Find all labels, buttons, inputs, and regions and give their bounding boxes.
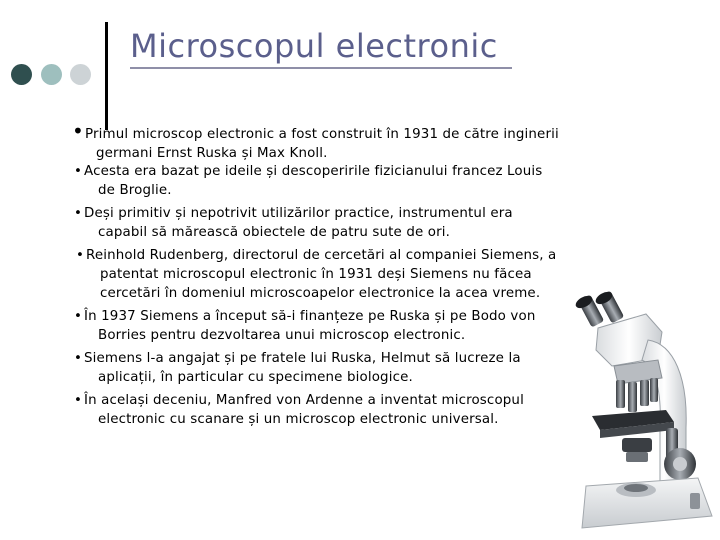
bullet-item xyxy=(72,119,632,163)
bullet-text: cercetări în domeniul microscoapelor electronice la acea vreme. xyxy=(100,286,541,301)
bullet-text: electronic cu scanare și un microscop electronic universal. xyxy=(98,412,499,427)
bullet-marker: • xyxy=(74,164,83,179)
bullet-item xyxy=(74,349,634,387)
slide-title: Microscopul electronic xyxy=(130,27,498,65)
bullet-text: capabil să mărească obiectele de patru sute de ori. xyxy=(98,225,451,240)
bullet-text: patentat microscopul electronic în 1931 deși Siemens nu făcea xyxy=(100,267,532,282)
bullet-item xyxy=(74,307,634,345)
bullet-text: aplicații, în particular cu specimene biologice. xyxy=(98,370,413,385)
bullet-text: Primul microscop electronic a fost construit în 1931 de către inginerii xyxy=(85,127,559,142)
bullet-marker: • xyxy=(74,206,83,221)
bullet-text: Borries pentru dezvoltarea unui microscop electronic. xyxy=(98,328,466,343)
bullet-text: Acesta era bazat pe ideile și descoperirile fizicianului francez Louis xyxy=(84,164,543,179)
bullet-text: germani Ernst Ruska și Max Knoll. xyxy=(96,146,328,161)
bullet-text: În 1937 Siemens a început să-i finanțeze pe Ruska și pe Bodo von xyxy=(84,309,536,324)
bullet-marker: • xyxy=(74,393,83,408)
bullet-text: Siemens l-a angajat și pe fratele lui Ruska, Helmut să lucreze la xyxy=(84,351,521,366)
bullet-text: de Broglie. xyxy=(98,183,172,198)
bullet-marker: • xyxy=(74,309,83,324)
bullet-text: În același deceniu, Manfred von Ardenne a inventat microscopul xyxy=(84,393,524,408)
bullet-marker: • xyxy=(76,248,85,263)
bullet-item xyxy=(74,391,634,429)
bullet-item xyxy=(74,162,634,200)
bullet-marker: • xyxy=(74,351,83,366)
bullet-marker: • xyxy=(72,119,84,143)
bullet-text: Reinhold Rudenberg, directorul de cercetări al companiei Siemens, a xyxy=(86,248,557,263)
bullet-item xyxy=(74,204,634,242)
bullet-text: Deși primitiv și nepotrivit utilizărilor practice, instrumentul era xyxy=(84,206,513,221)
bullet-item xyxy=(76,246,636,303)
